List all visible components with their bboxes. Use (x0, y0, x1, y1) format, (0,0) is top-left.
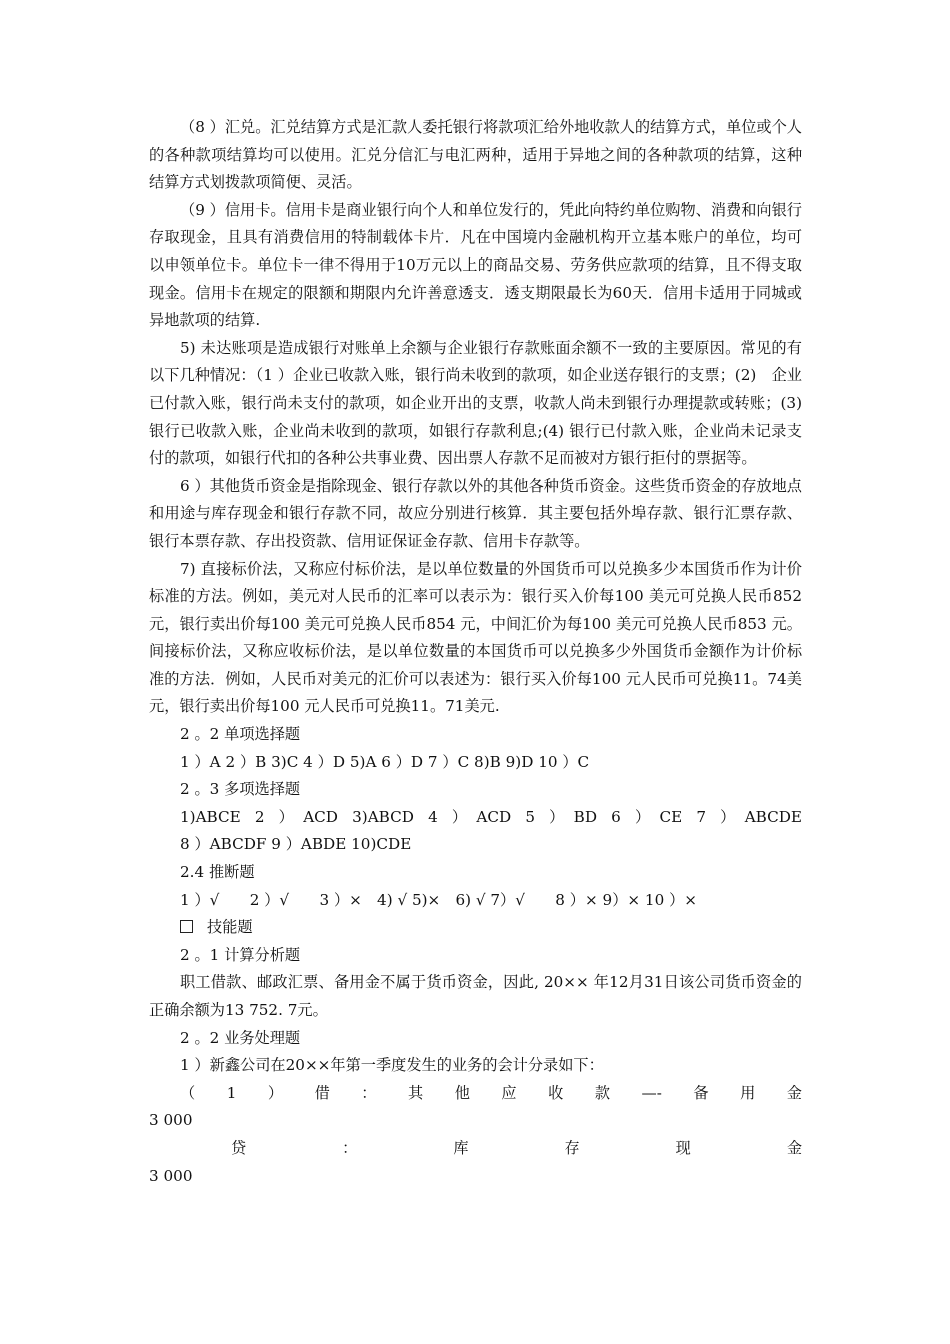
calculation-text: 职工借款、邮政汇票、备用金不属于货币资金，因此, 20×× 年12月31日该公司货币资金的正确余额为13 752. 7元。 (149, 973, 802, 1019)
business-intro: 1 ）新鑫公司在20××年第一季度发生的业务的会计分录如下： (180, 1056, 604, 1075)
heading-single-choice: 2 。2 单项选择题 (180, 725, 301, 744)
judgement-answers: 1 ）√ 2 ）√ 3 ）× 4) √ 5)× 6) √ 7）√ 8 ）× 9）× 10 ）× (180, 890, 697, 909)
single-choice-answers: 1 ）A 2 ）B 3)C 4 ）D 5)A 6 ）D 7 ）C 8)B 9)D 10 ）C (180, 752, 590, 771)
entry-debit-amount: 3 000 (149, 1111, 193, 1130)
paragraph-remittance: （8 ）汇兑。汇兑结算方式是汇款人委托银行将款项汇给外地收款人的结算方式，单位或个人的各种款项结算均可以使用。汇兑分信汇与电汇两种，适用于异地之间的各种款项的结算，这种结算方式划拨款项简便、灵活。 (149, 118, 802, 192)
document-body (149, 114, 802, 1190)
checkbox-square-icon (180, 920, 193, 933)
paragraph-credit-card: （9 ）信用卡。信用卡是商业银行向个人和单位发行的，凭此向特约单位购物、消费和向银行存取现金，且具有消费信用的特制载体卡片．凡在中国境内金融机构开立基本账户的单位，均可以申领单位卡。单位卡一律不得用于10万元以上的商品交易、劳务供应款项的结算，且不得支取现金。信用卡在规定的限额和期限内允许善意透支．透支期限最长为60天．信用卡适用于同城或异地款项的结算. (149, 200, 802, 330)
paragraph-other-funds: 6 ）其他货币资金是指除现金、银行存款以外的其他各种货币资金。这些货币资金的存放地点和用途与库存现金和银行存款不同，故应分别进行核算．其主要包括外埠存款、银行汇票存款、银行本票存款、存出投资款、信用证保证金存款、信用卡存款等。 (149, 476, 802, 550)
heading-skills (149, 914, 802, 942)
multiple-choice-answers-row2: 8 ）ABCDF 9 ）ABDE 10)CDE (180, 835, 412, 854)
entry-credit-line: 贷：库存现金 (231, 1138, 802, 1157)
paragraph-outstanding-items: 5) 未达账项是造成银行对账单上余额与企业银行存款账面余额不一致的主要原因。常见的有以下几种情况：（1 ）企业已收款入账，银行尚未收到的款项，如企业送存银行的支票；(2) 企业已付款入账，银行尚未支付的款项，如企业开出的支票，收款人尚未到银行办理提款或转账；(3) 银行已收款入账，企业尚未收到的款项，如银行存款利息;(4) 银行已付款入账，企业尚未记录支付的款项，如银行代扣的各种公共事业费、因出票人存款不足而被对方银行拒付的票据等。 (149, 338, 802, 468)
entry-debit-line: （1）借：其他应收款—-备用金 (180, 1083, 802, 1102)
heading-judgement: 2.4 推断题 (180, 863, 255, 882)
entry-credit-amount: 3 000 (149, 1166, 193, 1185)
heading-calculation: 2 。1 计算分析题 (180, 945, 301, 964)
multiple-choice-answers-row1: 1)ABCE 2 ）ACD 3)ABCD 4 ）ACD 5 ）BD 6 ）CE 7 ）ABCDE (180, 807, 802, 826)
paragraph-exchange-rate: 7) 直接标价法，又称应付标价法，是以单位数量的外国货币可以兑换多少本国货币作为计价标准的方法。例如，美元对人民币的汇率可以表示为：银行买入价每100 美元可兑换人民币852 元，银行卖出价每100 美元可兑换人民币854 元，中间汇价为每100 美元可兑换人民币853 元。间接标价法，又称应收标价法，是以单位数量的本国货币可以兑换多少外国货币金额作为计价标准的方法．例如，人民币对美元的汇价可以表述为：银行买入价每100 元人民币可兑换11。74美元，银行卖出价每100 元人民币可兑换11。71美元. (149, 559, 802, 716)
skills-title-text: 技能题 (207, 918, 253, 937)
heading-multiple-choice: 2 。3 多项选择题 (180, 780, 301, 799)
heading-business-processing: 2 。2 业务处理题 (180, 1028, 301, 1047)
